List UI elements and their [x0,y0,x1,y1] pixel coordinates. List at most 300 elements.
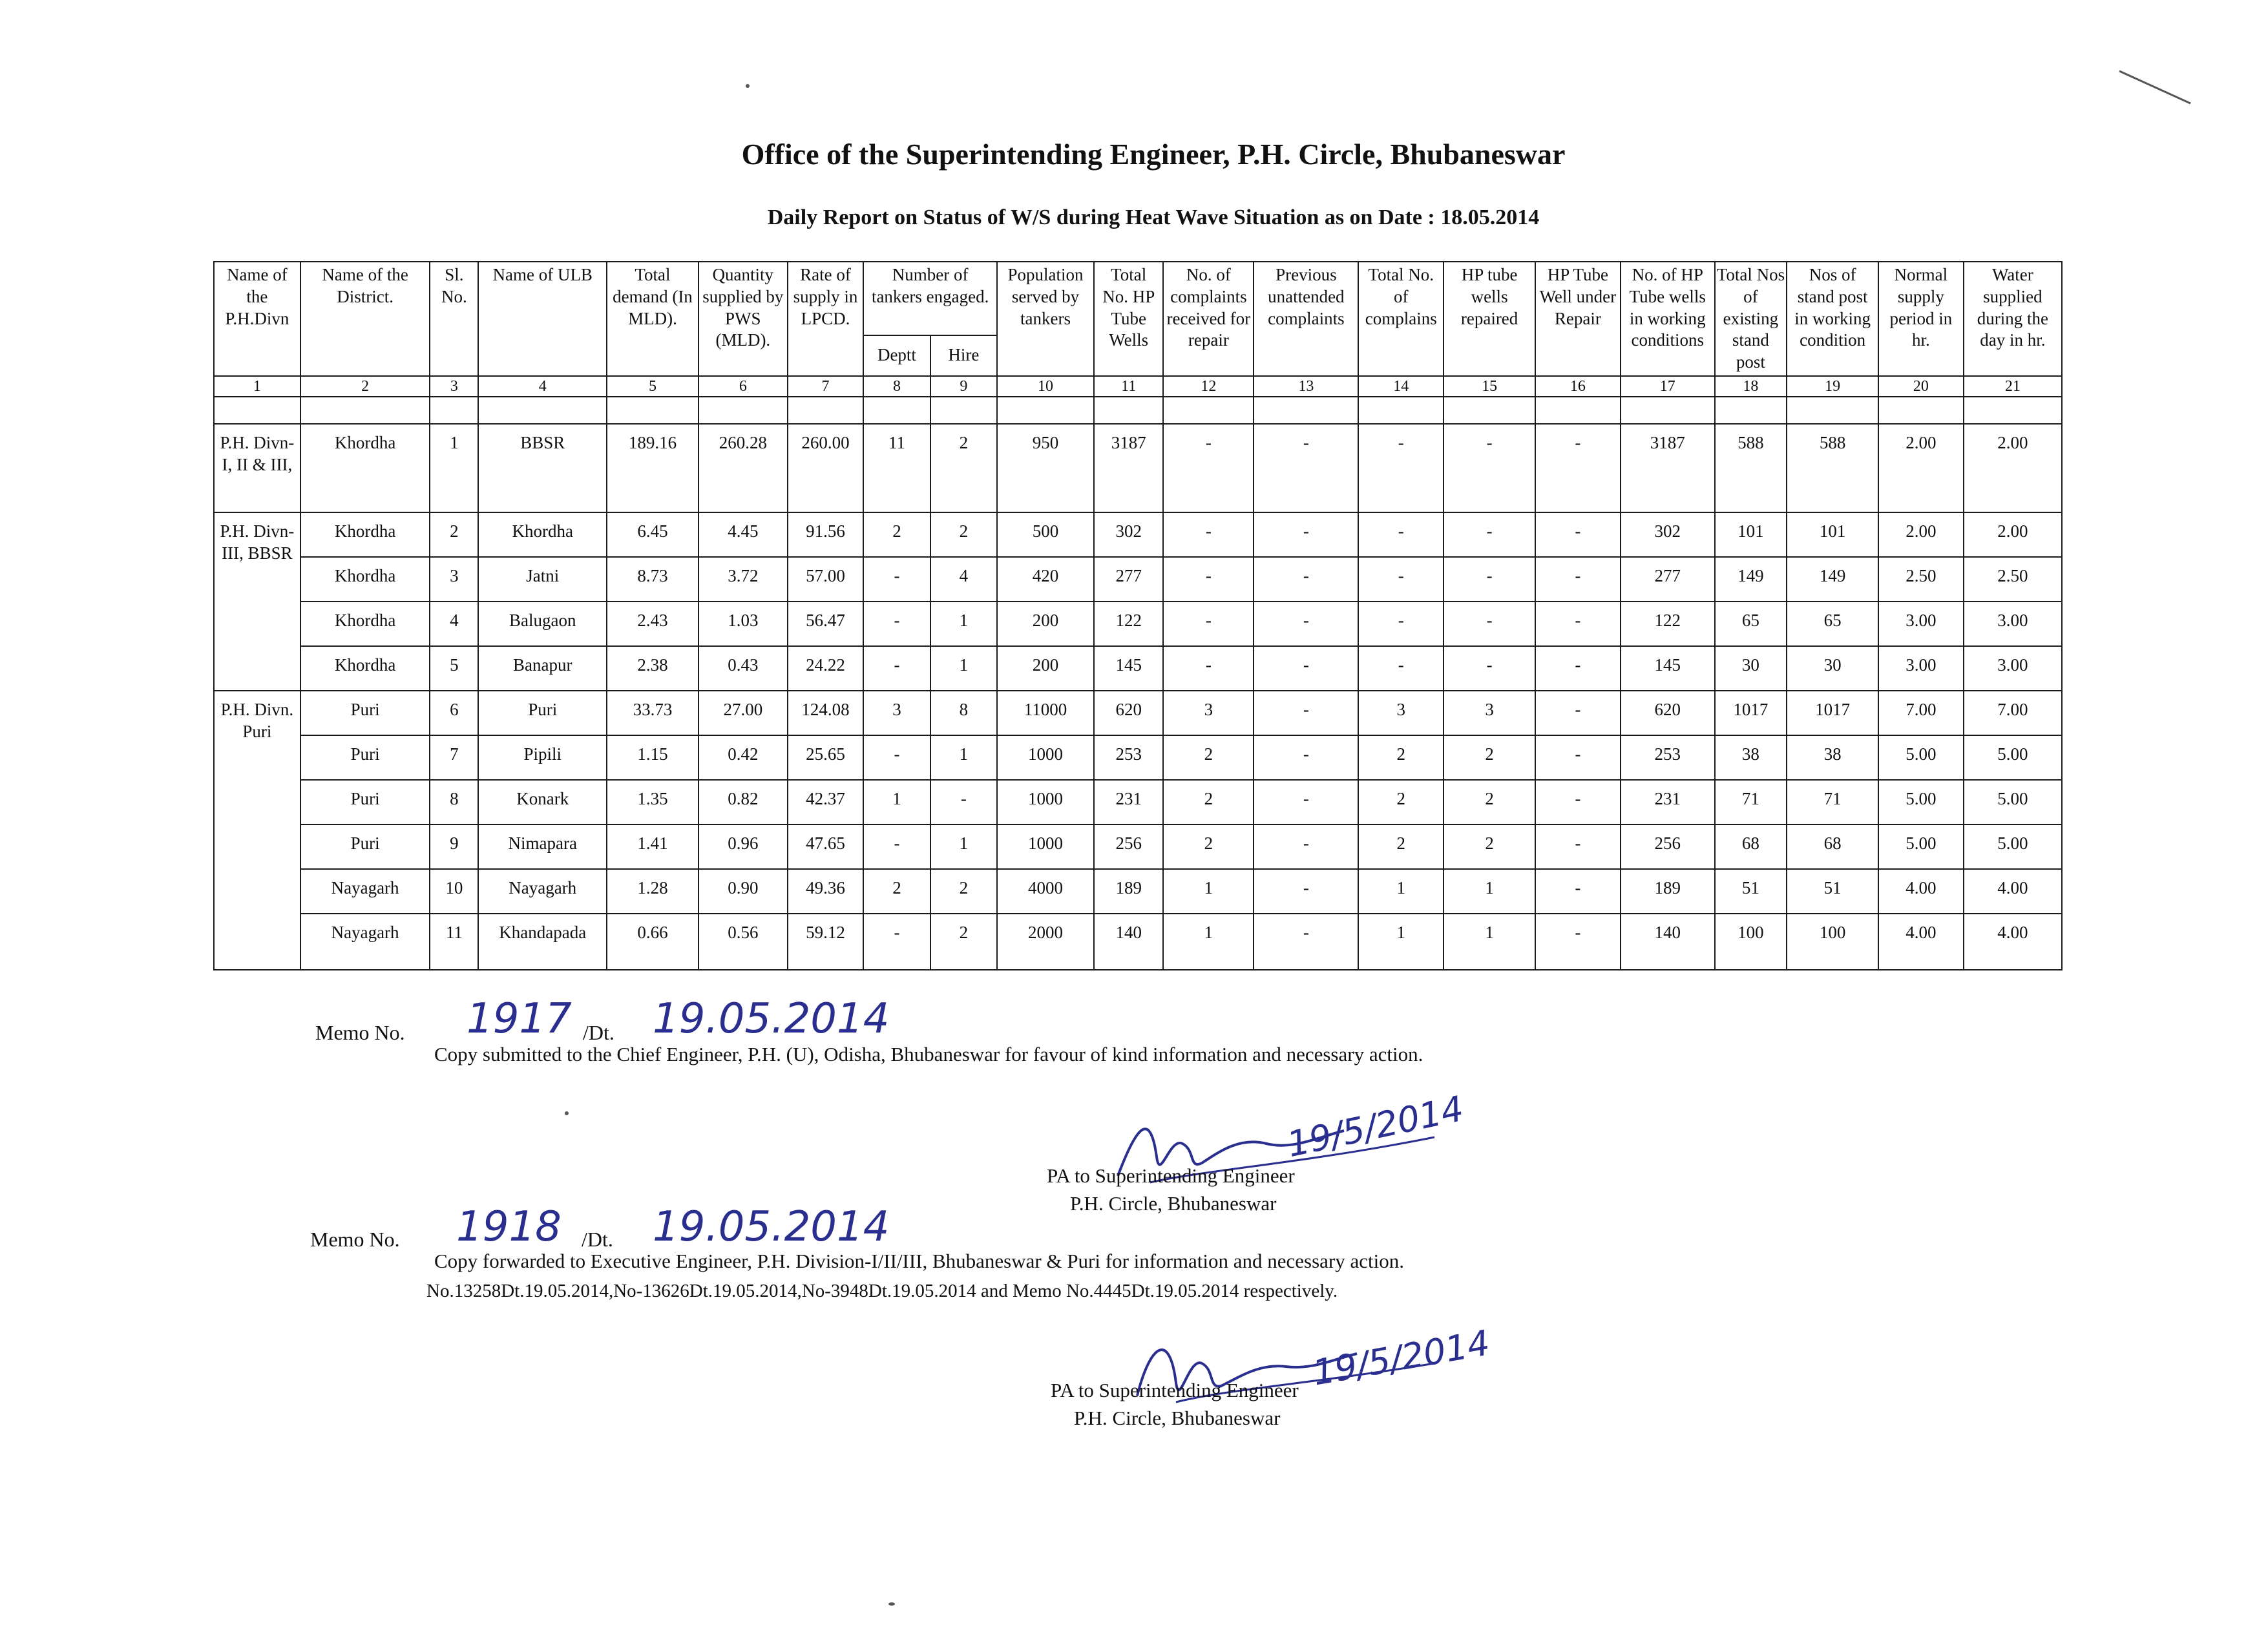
table-cell: 256 [1621,824,1715,869]
column-number: 9 [930,376,997,397]
table-cell: 1 [430,424,478,512]
signatory-2 [1051,1376,1299,1432]
table-cell: 68 [1787,824,1878,869]
col-header-supplied: Water supplied during the day in hr. [1964,262,2062,376]
table-cell: 2 [1358,735,1444,780]
scan-speck [888,1602,895,1606]
col-header-pop: Population served by tankers [997,262,1094,376]
table-cell: 4 [430,602,478,646]
table-cell: 24.22 [788,646,864,691]
table-row [214,646,2062,691]
table-cell: 1.28 [607,869,698,914]
table-cell: 231 [1094,780,1163,824]
table-cell: 140 [1094,914,1163,970]
table-cell: 2.00 [1878,424,1964,512]
table-row [214,557,2062,602]
memo2-date: 19.05.2014 [653,1203,890,1251]
table-cell: Nimapara [478,824,607,869]
memo2-dt-label: /Dt. [582,1228,613,1251]
table-cell: 57.00 [788,557,864,602]
table-cell: 0.82 [698,780,788,824]
table-cell: 1.35 [607,780,698,824]
table-cell: - [1444,646,1535,691]
table-cell: 256 [1094,824,1163,869]
table-cell: 1.41 [607,824,698,869]
table-cell: 38 [1787,735,1878,780]
table-cell: 620 [1621,691,1715,735]
table-cell: 11000 [997,691,1094,735]
memo1-number: 1917 [467,995,572,1043]
table-cell: 2 [863,512,930,557]
col-header-totcomp: Total No. of complains [1358,262,1444,376]
table-cell: 200 [997,602,1094,646]
table-cell: - [1358,424,1444,512]
scan-speck [565,1111,569,1115]
table-cell: 3 [430,557,478,602]
table-cell: 1017 [1715,691,1787,735]
memo2-text1: Copy forwarded to Executive Engineer, P.H. Division-I/II/III, Bhubaneswar & Puri for information and necessary action. [434,1250,1404,1272]
table-cell: 5 [430,646,478,691]
table-cell: 0.66 [607,914,698,970]
table-cell: 4.00 [1878,869,1964,914]
table-cell: 420 [997,557,1094,602]
table-row [214,869,2062,914]
table-cell: 145 [1621,646,1715,691]
table-cell: 2 [1163,824,1254,869]
column-number: 2 [300,376,430,397]
table-cell: 122 [1094,602,1163,646]
table-cell: - [930,780,997,824]
table-cell: Banapur [478,646,607,691]
table-cell: 6 [430,691,478,735]
table-cell: 3 [1444,691,1535,735]
column-number: 7 [788,376,864,397]
table-cell: 8.73 [607,557,698,602]
table-cell: - [1254,424,1358,512]
table-cell: 1 [1444,914,1535,970]
table-cell: 140 [1621,914,1715,970]
table-cell: 124.08 [788,691,864,735]
table-cell: - [1254,557,1358,602]
table-cell: - [1535,780,1621,824]
table-cell: 189 [1621,869,1715,914]
table-cell: - [1358,602,1444,646]
table-cell: Khordha [300,424,430,512]
signature-1-date: 19/5/2014 [1283,1087,1467,1166]
status-table [213,261,2063,970]
column-number: 14 [1358,376,1444,397]
signatory-2-office: P.H. Circle, Bhubaneswar [1074,1407,1281,1430]
table-cell: 27.00 [698,691,788,735]
table-cell: - [1444,602,1535,646]
col-header-hp: Total No. HP Tube Wells [1094,262,1163,376]
spacer-row [214,397,2062,424]
column-number: 21 [1964,376,2062,397]
table-cell: - [1535,914,1621,970]
table-cell: Puri [300,824,430,869]
table-cell: 100 [1715,914,1787,970]
table-cell: 11 [863,424,930,512]
memo1-text: Copy submitted to the Chief Engineer, P.H. (U), Odisha, Bhubaneswar for favour of kind information and necessary action. [434,1043,1423,1065]
table-cell: 2 [1444,735,1535,780]
table-cell: 2.43 [607,602,698,646]
table-cell: 277 [1094,557,1163,602]
table-cell: 2 [930,869,997,914]
signatory-2-title: PA to Superintending Engineer [1051,1379,1299,1401]
col-header-standwork: Nos of stand post in working condition [1787,262,1878,376]
table-cell: 2 [930,914,997,970]
table-cell: - [1163,424,1254,512]
table-cell: 3.00 [1878,646,1964,691]
table-cell: Puri [300,691,430,735]
column-number: 1 [214,376,300,397]
table-cell: 51 [1787,869,1878,914]
table-cell: 2 [430,512,478,557]
table-cell: 2 [863,869,930,914]
col-header-hire: Hire [930,335,997,376]
table-cell: - [1254,824,1358,869]
table-cell: 2000 [997,914,1094,970]
table-cell: - [863,914,930,970]
signatory-1 [1047,1162,1295,1218]
division-cell: P.H. Divn. Puri [214,691,300,970]
table-cell: 200 [997,646,1094,691]
table-cell: 1.15 [607,735,698,780]
table-cell: 1000 [997,735,1094,780]
table-row [214,735,2062,780]
table-cell: 2 [1358,780,1444,824]
col-header-divn: Name of the P.H.Divn [214,262,300,376]
table-cell: 500 [997,512,1094,557]
table-cell: 42.37 [788,780,864,824]
table-cell: 2 [1444,780,1535,824]
table-cell: 11 [430,914,478,970]
table-cell: 1 [1444,869,1535,914]
table-cell: 7.00 [1964,691,2062,735]
memo2-label: Memo No. [310,1228,400,1251]
table-row [214,424,2062,512]
table-cell: 2 [930,424,997,512]
column-number: 11 [1094,376,1163,397]
table-cell: 2 [930,512,997,557]
table-cell: 71 [1715,780,1787,824]
table-cell: Pipili [478,735,607,780]
table-cell: 5.00 [1964,735,2062,780]
table-cell: - [863,602,930,646]
memo1-date: 19.05.2014 [653,995,890,1043]
table-cell: 5.00 [1964,780,2062,824]
table-cell: - [1254,602,1358,646]
table-cell: - [1254,691,1358,735]
table-cell: 10 [430,869,478,914]
table-cell: - [863,646,930,691]
table-cell: Nayagarh [478,869,607,914]
table-cell: 56.47 [788,602,864,646]
table-cell: 2 [1358,824,1444,869]
table-cell: - [1254,914,1358,970]
table-cell: - [1535,869,1621,914]
table-cell: - [1444,557,1535,602]
table-row [214,780,2062,824]
table-cell: Khordha [300,557,430,602]
table-cell: 0.56 [698,914,788,970]
table-cell: 260.00 [788,424,864,512]
table-cell: 4.00 [1964,914,2062,970]
table-cell: 588 [1787,424,1878,512]
table-cell: 1 [930,735,997,780]
col-header-rate: Rate of supply in LPCD. [788,262,864,376]
table-cell: 1 [1358,914,1444,970]
table-cell: Khordha [300,512,430,557]
table-cell: 2.38 [607,646,698,691]
table-cell: 253 [1621,735,1715,780]
table-cell: - [1535,824,1621,869]
table-cell: 2.00 [1964,424,2062,512]
table-cell: - [1535,646,1621,691]
table-cell: - [1163,512,1254,557]
col-header-tankers: Number of tankers engaged. [863,262,997,335]
table-cell: 2 [1163,735,1254,780]
table-cell: 1.03 [698,602,788,646]
table-cell: 588 [1715,424,1787,512]
table-cell: 149 [1715,557,1787,602]
report-subtitle: Daily Report on Status of W/S during Heat Wave Situation as on Date : 18.05.2014 [767,205,1540,229]
column-number: 16 [1535,376,1621,397]
table-cell: - [1163,557,1254,602]
table-cell: - [1535,735,1621,780]
table-cell: - [1254,869,1358,914]
table-cell: 620 [1094,691,1163,735]
memo1-label: Memo No. [315,1021,405,1044]
table-cell: 3 [1358,691,1444,735]
col-header-ulb: Name of ULB [478,262,607,376]
table-cell: 2 [1163,780,1254,824]
table-cell: - [1535,557,1621,602]
table-cell: 4.00 [1878,914,1964,970]
table-row [214,914,2062,970]
table-cell: 3.00 [1964,602,2062,646]
table-cell: 122 [1621,602,1715,646]
page-title: Office of the Superintending Engineer, P.H. Circle, Bhubaneswar [741,138,1566,171]
table-cell: - [863,735,930,780]
table-cell: 0.90 [698,869,788,914]
table-row [214,602,2062,646]
memo2-text2: No.13258Dt.19.05.2014,No-13626Dt.19.05.2014,No-3948Dt.19.05.2014 and Memo No.4445Dt.19.05.2014 respectively. [426,1281,1338,1301]
table-cell: 65 [1787,602,1878,646]
table-cell: - [1535,602,1621,646]
table-cell: - [1254,735,1358,780]
table-cell: 101 [1715,512,1787,557]
col-header-underrepair: HP Tube Well under Repair [1535,262,1621,376]
table-cell: - [1535,691,1621,735]
table-cell: Puri [478,691,607,735]
table-cell: 47.65 [788,824,864,869]
table-cell: - [1444,424,1535,512]
table-cell: 1000 [997,780,1094,824]
division-cell: P.H. Divn-III, BBSR [214,512,300,691]
table-cell: 2.00 [1964,512,2062,557]
table-cell: 5.00 [1964,824,2062,869]
table-cell: Balugaon [478,602,607,646]
table-cell: 277 [1621,557,1715,602]
table-cell: 7 [430,735,478,780]
table-cell: Khordha [300,602,430,646]
table-cell: - [1163,646,1254,691]
table-cell: 149 [1787,557,1878,602]
column-number: 18 [1715,376,1787,397]
column-number: 19 [1787,376,1878,397]
table-cell: 2.50 [1964,557,2062,602]
table-cell: 7.00 [1878,691,1964,735]
table-cell: 1 [863,780,930,824]
col-header-standpost: Total Nos of existing stand post [1715,262,1787,376]
table-cell: Khordha [300,646,430,691]
table-cell: 101 [1787,512,1878,557]
column-number: 3 [430,376,478,397]
table-cell: Konark [478,780,607,824]
table-cell: 3187 [1094,424,1163,512]
table-cell: 25.65 [788,735,864,780]
table-cell: - [1254,646,1358,691]
table-row [214,691,2062,735]
table-cell: Khordha [478,512,607,557]
table-cell: 65 [1715,602,1787,646]
table-cell: 71 [1787,780,1878,824]
column-number: 4 [478,376,607,397]
table-cell: Jatni [478,557,607,602]
signatory-1-office: P.H. Circle, Bhubaneswar [1070,1192,1277,1215]
table-cell: 189.16 [607,424,698,512]
table-cell: 302 [1094,512,1163,557]
table-cell: Nayagarh [300,869,430,914]
table-cell: - [1254,780,1358,824]
table-cell: 5.00 [1878,735,1964,780]
table-cell: 2 [1444,824,1535,869]
table-cell: 3.72 [698,557,788,602]
table-cell: 260.28 [698,424,788,512]
table-cell: 3 [1163,691,1254,735]
table-cell: - [863,557,930,602]
table-cell: 38 [1715,735,1787,780]
table-cell: 1 [930,602,997,646]
table-cell: 5.00 [1878,824,1964,869]
table-cell: 5.00 [1878,780,1964,824]
col-header-district: Name of the District. [300,262,430,376]
table-cell: - [1358,646,1444,691]
column-number: 17 [1621,376,1715,397]
table-cell: 1 [930,646,997,691]
table-cell: - [1535,424,1621,512]
table-cell: 4 [930,557,997,602]
table-cell: 59.12 [788,914,864,970]
table-cell: 51 [1715,869,1787,914]
table-cell: 91.56 [788,512,864,557]
table-cell: 2.00 [1878,512,1964,557]
memo1-dt-label: /Dt. [583,1021,614,1044]
column-number: 13 [1254,376,1358,397]
signature-2-date: 19/5/2014 [1309,1322,1493,1394]
table-cell: 3.00 [1964,646,2062,691]
table-cell: 1 [1163,869,1254,914]
table-cell: 2.50 [1878,557,1964,602]
table-cell: 33.73 [607,691,698,735]
col-header-deptt: Deptt [863,335,930,376]
table-cell: 4.00 [1964,869,2062,914]
column-number: 12 [1163,376,1254,397]
table-cell: 253 [1094,735,1163,780]
table-cell: 3.00 [1878,602,1964,646]
table-cell: 0.42 [698,735,788,780]
column-number: 10 [997,376,1094,397]
table-cell: 1 [930,824,997,869]
table-cell: - [863,824,930,869]
table-cell: - [1254,512,1358,557]
table-cell: 950 [997,424,1094,512]
table-cell: Puri [300,780,430,824]
column-number: 20 [1878,376,1964,397]
table-cell: 1 [1163,914,1254,970]
table-cell: 0.43 [698,646,788,691]
table-cell: 8 [430,780,478,824]
col-header-prev: Previous unattended complaints [1254,262,1358,376]
table-cell: - [1444,512,1535,557]
column-number: 5 [607,376,698,397]
table-cell: 4.45 [698,512,788,557]
table-cell: Nayagarh [300,914,430,970]
col-header-slno: Sl. No. [430,262,478,376]
col-header-working: No. of HP Tube wells in working conditions [1621,262,1715,376]
col-header-qty: Quantity supplied by PWS (MLD). [698,262,788,376]
table-cell: 0.96 [698,824,788,869]
table-cell: - [1535,512,1621,557]
table-cell: 1017 [1787,691,1878,735]
table-row [214,512,2062,557]
table-cell: - [1358,557,1444,602]
col-header-demand: Total demand (In MLD). [607,262,698,376]
table-cell: 100 [1787,914,1878,970]
column-number-row [214,376,2062,397]
column-number: 15 [1444,376,1535,397]
table-cell: 1 [1358,869,1444,914]
table-cell: 189 [1094,869,1163,914]
signatory-1-title: PA to Superintending Engineer [1047,1164,1295,1187]
table-cell: 3 [863,691,930,735]
scan-speck [746,84,750,88]
table-cell: 30 [1787,646,1878,691]
table-cell: 68 [1715,824,1787,869]
table-cell: BBSR [478,424,607,512]
table-row [214,824,2062,869]
table-cell: 8 [930,691,997,735]
memo2-number: 1918 [456,1203,562,1251]
division-cell: P.H. Divn-I, II & III, [214,424,300,512]
table-cell: 6.45 [607,512,698,557]
table-cell: 1000 [997,824,1094,869]
column-number: 8 [863,376,930,397]
table-cell: 30 [1715,646,1787,691]
col-header-normal: Normal supply period in hr. [1878,262,1964,376]
column-number: 6 [698,376,788,397]
table-cell: Puri [300,735,430,780]
scan-mark [2113,65,2197,116]
table-cell: Khandapada [478,914,607,970]
table-cell: 145 [1094,646,1163,691]
col-header-complaints: No. of complaints received for repair [1163,262,1254,376]
table-cell: 4000 [997,869,1094,914]
table-cell: 302 [1621,512,1715,557]
table-cell: 3187 [1621,424,1715,512]
table-cell: 9 [430,824,478,869]
